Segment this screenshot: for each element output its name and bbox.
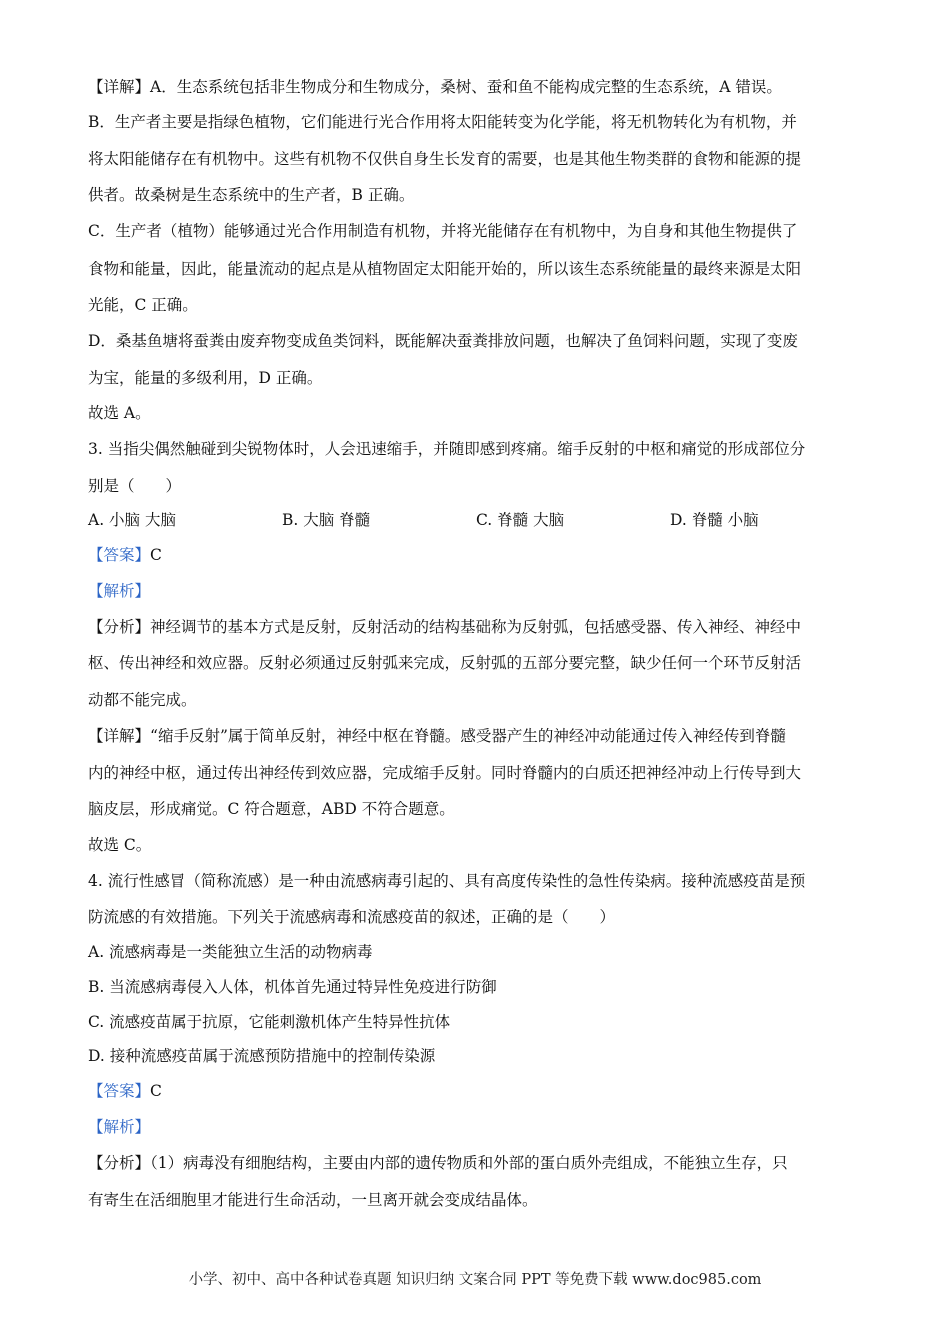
q3-option-a: A. 小脑 大脑 — [88, 511, 176, 529]
answer-value: C — [150, 546, 162, 564]
q3-analysis-1: 【分析】神经调节的基本方式是反射，反射活动的结构基础称为反射弧，包括感受器、传入神经、神经中 — [88, 618, 802, 636]
q2-detail-c3: 光能，C 正确。 — [88, 296, 198, 314]
q2-detail-b2: 将太阳能储存在有机物中。这些有机物不仅供自身生长发育的需要，也是其他生物类群的食物和能源的提 — [88, 150, 802, 168]
q3-detail-3: 脑皮层，形成痛觉。C 符合题意，ABD 不符合题意。 — [88, 800, 455, 818]
q2-choice: 故选 A。 — [88, 404, 151, 422]
answer-value: C — [150, 1082, 162, 1100]
q4-analysis-2: 有寄生在活细胞里才能进行生命活动，一旦离开就会变成结晶体。 — [88, 1191, 538, 1209]
q3-analysis-2: 枢、传出神经和效应器。反射必须通过反射弧来完成，反射弧的五部分要完整，缺少任何一个环节反射活 — [88, 654, 802, 672]
q3-stem-2: 别是（ ） — [88, 477, 182, 495]
q4-option-b: B. 当流感病毒侵入人体，机体首先通过特异性免疫进行防御 — [88, 978, 497, 996]
q4-option-a: A. 流感病毒是一类能独立生活的动物病毒 — [88, 943, 373, 961]
q4-analysis-label: 【解析】 — [88, 1118, 151, 1136]
q4-option-c: C. 流感疫苗属于抗原，它能刺激机体产生特异性抗体 — [88, 1013, 451, 1031]
q2-detail-c1: C．生产者（植物）能够通过光合作用制造有机物，并将光能储存在有机物中，为自身和其他生物提供了 — [88, 222, 798, 240]
q3-stem-1: 3. 当指尖偶然触碰到尖锐物体时，人会迅速缩手，并随即感到疼痛。缩手反射的中枢和痛觉的形成部位分 — [88, 440, 806, 458]
q3-analysis-label: 【解析】 — [88, 582, 151, 600]
q4-option-d: D. 接种流感疫苗属于流感预防措施中的控制传染源 — [88, 1047, 436, 1065]
q4-analysis-1: 【分析】（1）病毒没有细胞结构，主要由内部的遗传物质和外部的蛋白质外壳组成，不能独立生存，只 — [88, 1154, 788, 1172]
q2-detail-b1: B．生产者主要是指绿色植物，它们能进行光合作用将太阳能转变为化学能，将无机物转化为有机物，并 — [88, 113, 797, 131]
q4-answer — [88, 1080, 868, 1102]
q3-option-d: D. 脊髓 小脑 — [670, 511, 759, 529]
q4-stem-2: 防流感的有效措施。下列关于流感病毒和流感疫苗的叙述，正确的是（ ） — [88, 908, 616, 926]
q2-detail-a: 【详解】A．生态系统包括非生物成分和生物成分，桑树、蚕和鱼不能构成完整的生态系统，A 错误。 — [88, 78, 782, 96]
detail-label: 【详解】 — [88, 78, 151, 96]
q3-option-c: C. 脊髓 大脑 — [476, 511, 565, 529]
q3-analysis-3: 动都不能完成。 — [88, 691, 197, 709]
q2-detail-b3: 供者。故桑树是生态系统中的生产者，B 正确。 — [88, 186, 415, 204]
q4-stem-1: 4. 流行性感冒（简称流感）是一种由流感病毒引起的、具有高度传染性的急性传染病。接种流感疫苗是预 — [88, 872, 806, 890]
answer-label: 【答案】 — [88, 546, 151, 564]
q2-detail-d1: D．桑基鱼塘将蚕粪由废弃物变成鱼类饲料，既能解决蚕粪排放问题，也解决了鱼饲料问题，实现了变废 — [88, 332, 798, 350]
q3-detail-2: 内的神经中枢，通过传出神经传到效应器，完成缩手反射。同时脊髓内的白质还把神经冲动上行传导到大 — [88, 764, 802, 782]
q2-detail-c2: 食物和能量，因此，能量流动的起点是从植物固定太阳能开始的，所以该生态系统能量的最终来源是太阳 — [88, 260, 802, 278]
page-footer: 小学、初中、高中各种试卷真题 知识归纳 文案合同 PPT 等免费下载 www.doc985.com — [188, 1272, 762, 1288]
q3-option-b: B. 大脑 脊髓 — [282, 511, 371, 529]
q2-detail-d2: 为宝，能量的多级利用，D 正确。 — [88, 369, 323, 387]
q3-choice: 故选 C。 — [88, 836, 152, 854]
answer-label: 【答案】 — [88, 1082, 151, 1100]
q3-detail-1: 【详解】“缩手反射”属于简单反射，神经中枢在脊髓。感受器产生的神经冲动能通过传入神经传到脊髓 — [88, 727, 786, 745]
q3-answer — [88, 544, 868, 566]
